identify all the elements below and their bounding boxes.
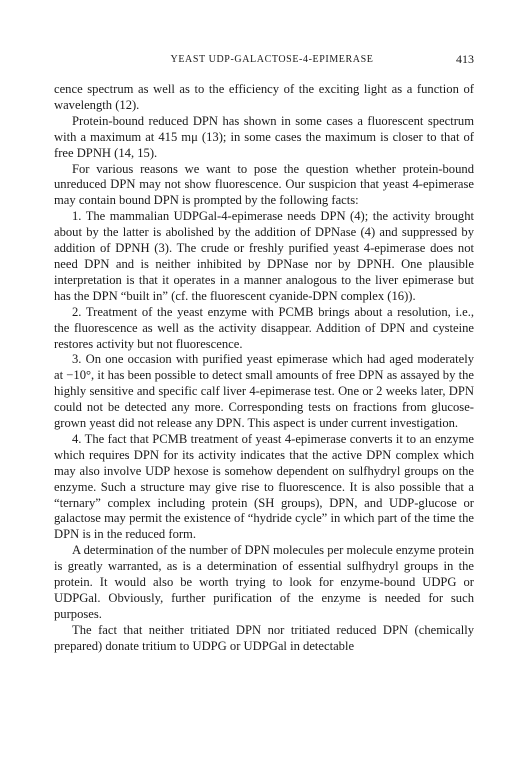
paragraph: For various reasons we want to pose the question whether protein-bound unreduced DPN may not show fluorescence. Our suspicion that yeast 4-epimerase may contain bound DPN is prompted by the following facts: — [54, 161, 474, 208]
paragraph: The fact that neither tritiated DPN nor tritiated reduced DPN (chemically prepared) donate tritium to UDPG or UDPGal in detectable — [54, 622, 474, 653]
numbered-paragraph-1: 1. The mammalian UDPGal-4-epimerase needs DPN (4); the activity brought about by the latter is abolished by the addition of DPNase (4) and suppressed by addition of DPNH (3). The crude or freshly purified yeast 4-epimerase does not need DPN and is neither inhibited by DPNase nor by DPNH. One plausible interpretation is that it operates in a manner analogous to the liver epimerase but has the DPN “built in” (cf. the fluorescent cyanide-DPN complex (16)). — [54, 209, 474, 303]
page-number: 413 — [456, 52, 474, 66]
numbered-paragraph-2: 2. Treatment of the yeast enzyme with PCMB brings about a resolution, i.e., the fluorescence as well as the activity disappear. Addition of DPN and cysteine restores activity but not fluorescence. — [54, 304, 474, 351]
paragraph: A determination of the number of DPN molecules per molecule enzyme protein is greatly warranted, as is a determination of essential sulfhydryl groups in the protein. It would also be worth trying to look for enzyme-bound UDPG or UDPGal. Obviously, further purification of the enzyme is needed for such purposes. — [54, 543, 474, 621]
numbered-paragraph-4: 4. The fact that PCMB treatment of yeast 4-epimerase converts it to an enzyme which requires DPN for its activity indicates that the active DPN complex which may also involve UDP hexose is somehow dependent on sulfhydryl groups on the enzyme. Such a structure may give rise to fluorescence. It is also possible that a “ternary” complex including protein (SH groups), DPN, and UDP-glucose or galactose may permit the existence of “hydride cycle” in which part of the time the DPN is in the reduced form. — [54, 431, 474, 542]
body-text — [54, 82, 474, 655]
numbered-paragraph-3: 3. On one occasion with purified yeast epimerase which had aged moderately at −10°, it has been possible to detect small amounts of free DPN as assayed by the highly sensitive and specific calf liver 4-epimerase test. One or 2 weeks later, DPN could not be detected any more. Corresponding tests on fractions from glucose-grown yeast did not release any DPN. This aspect is under current investigation. — [54, 352, 474, 431]
paragraph-continued: cence spectrum as well as to the efficiency of the exciting light as a function of wavelength (12). — [54, 82, 474, 112]
running-title: YEAST UDP-GALACTOSE-4-EPIMERASE — [170, 54, 374, 65]
paragraph: Protein-bound reduced DPN has shown in some cases a fluorescent spectrum with a maximum at 415 mμ (13); in some cases the maximum is closer to that of free DPNH (14, 15). — [54, 113, 474, 160]
